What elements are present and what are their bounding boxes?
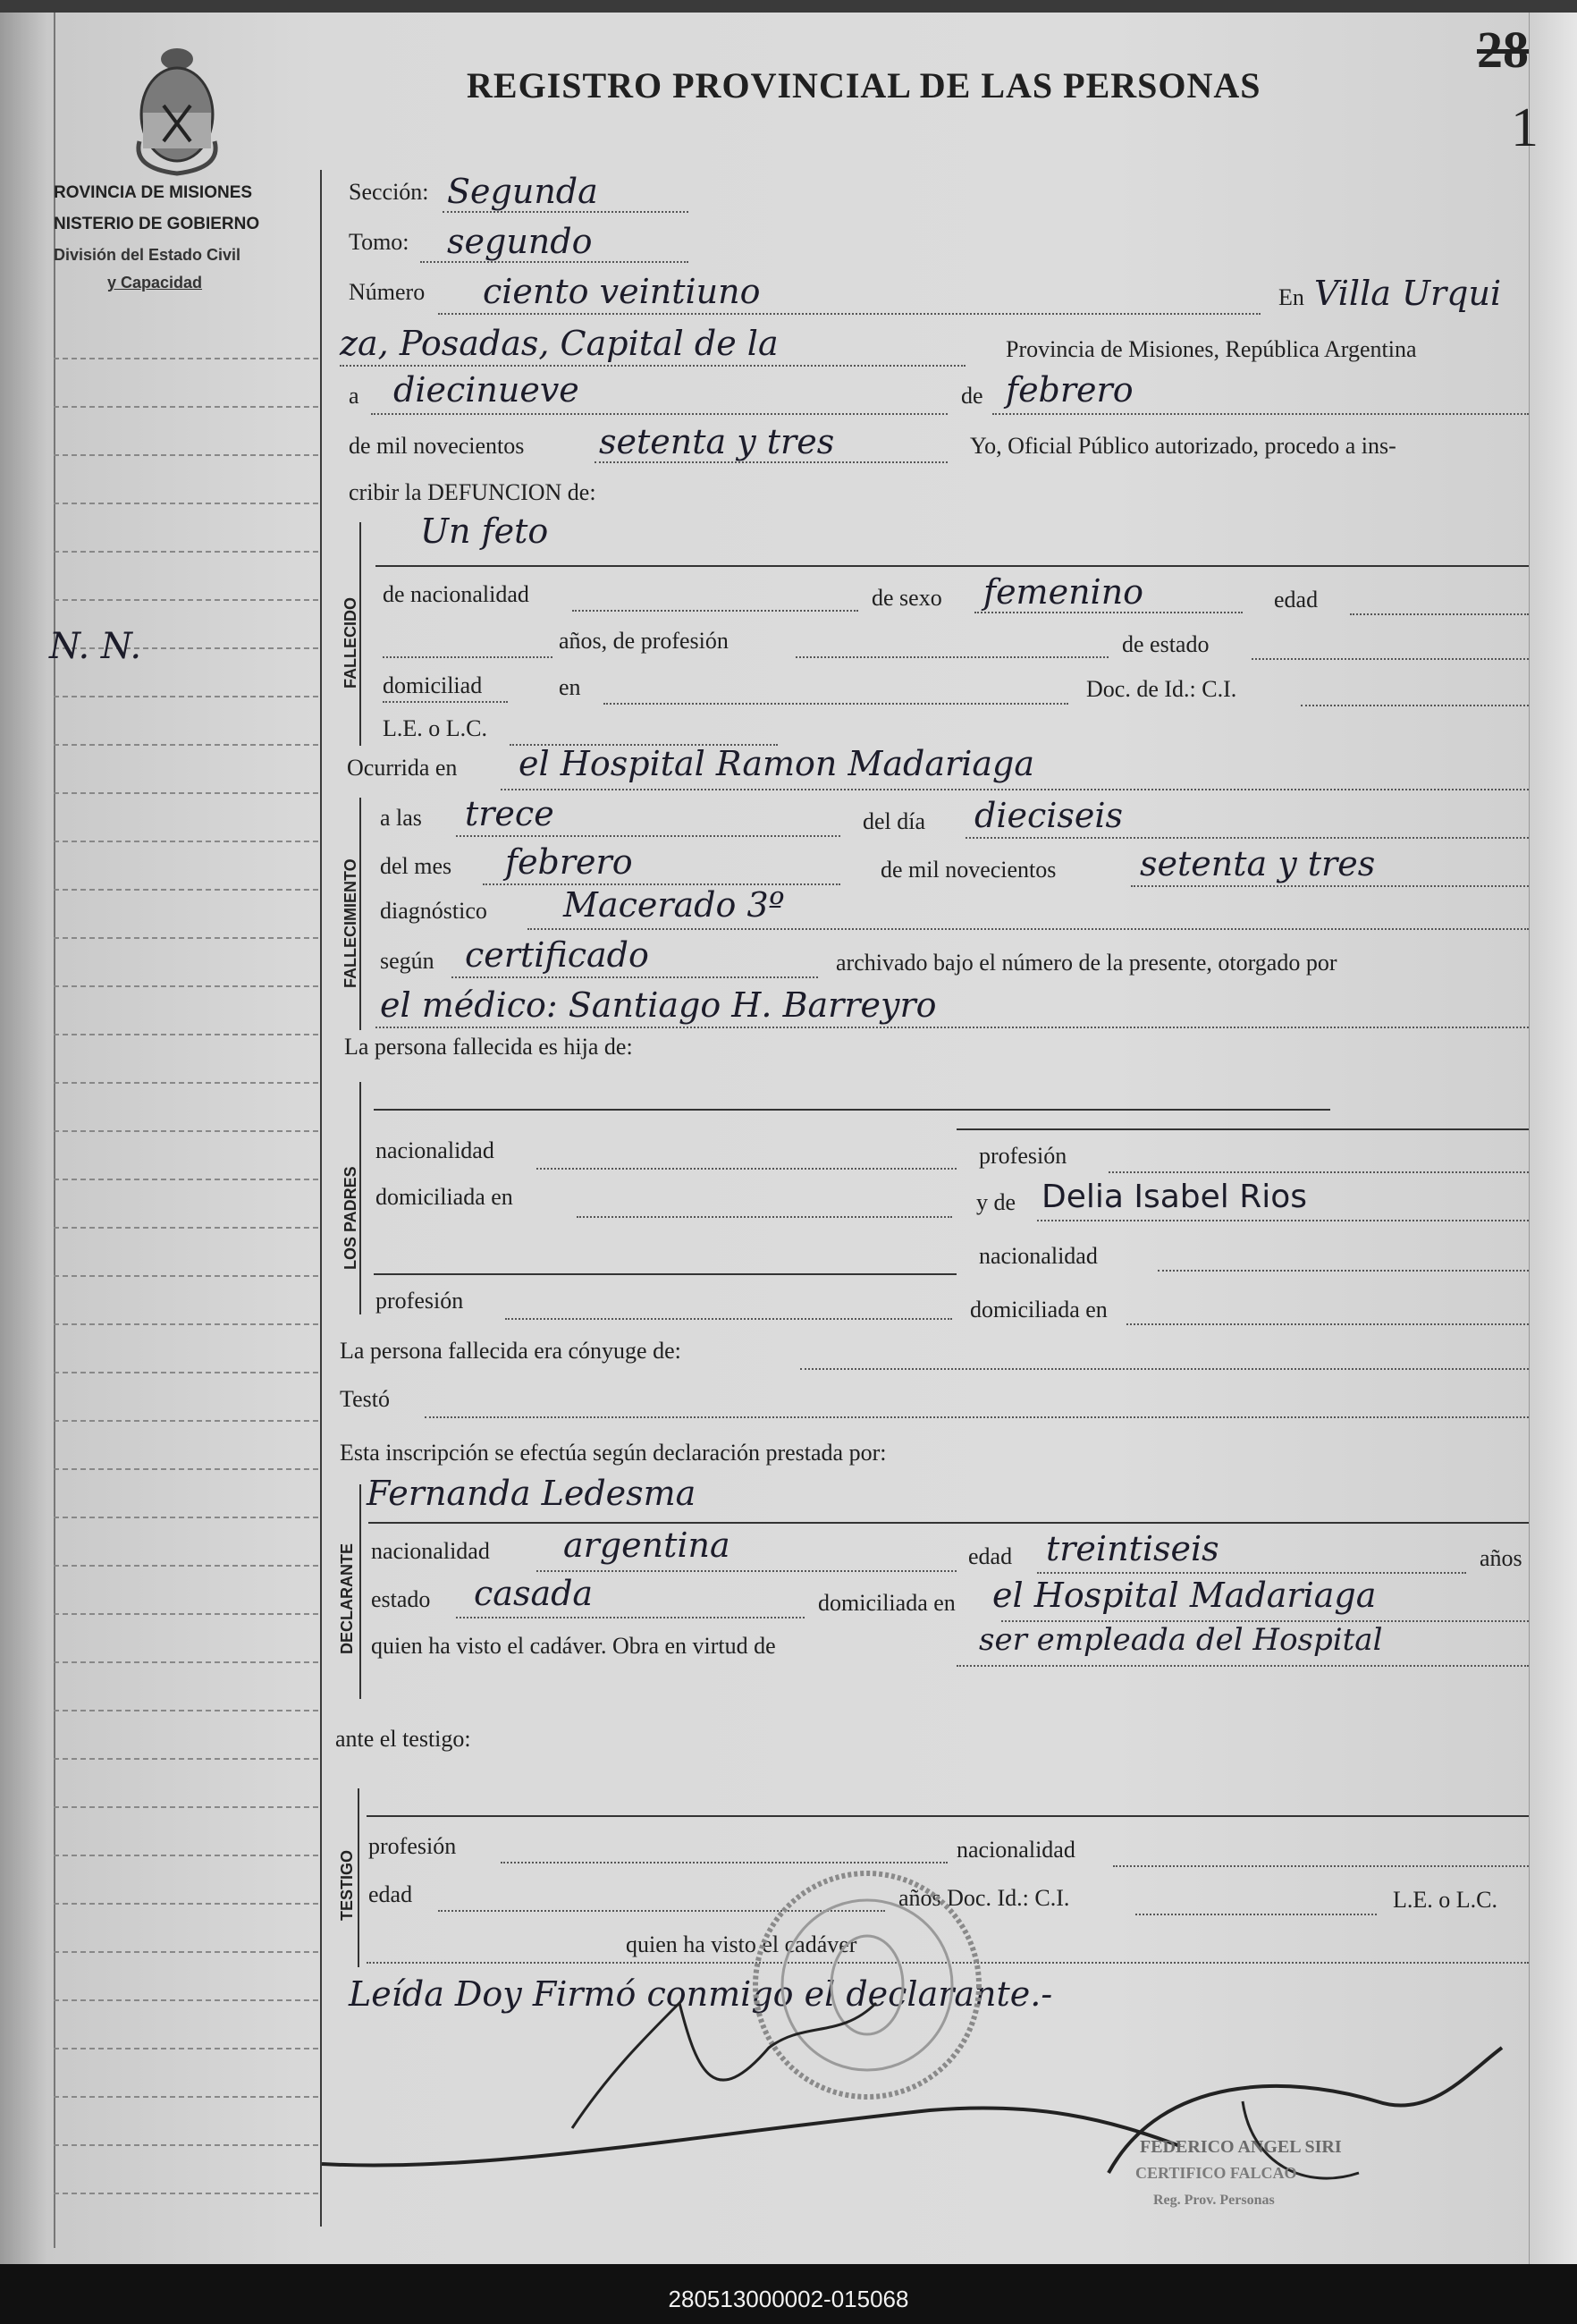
testigo-doc-label: años Doc. Id.: C.I. (898, 1885, 1070, 1911)
fallecido-en-line (603, 703, 1068, 705)
ocurrida-line (501, 789, 1529, 790)
anio-value: setenta y tres (599, 422, 835, 461)
dia-line (966, 837, 1529, 839)
margin-ruled-line (54, 1034, 318, 1035)
margin-ruled-line (54, 1227, 318, 1229)
lugar-field-line (340, 365, 966, 367)
declarante-nacionalidad-label: nacionalidad (371, 1538, 490, 1564)
madre-profesion-line (505, 1318, 952, 1320)
padre-profesion-label: profesión (979, 1143, 1067, 1169)
declarante-name: Fernanda Ledesma (367, 1474, 696, 1513)
provincia-text: Provincia de Misiones, República Argentina (1006, 336, 1417, 362)
margin-ruled-line (54, 1951, 318, 1953)
declarante-estado-value: casada (474, 1574, 594, 1613)
margin-ruled-line (54, 1082, 318, 1084)
conyuge-line (800, 1368, 1529, 1370)
dia-field-line (371, 413, 948, 415)
fallecido-name-line (375, 565, 1529, 567)
tomo-label: Tomo: (349, 229, 409, 255)
declarante-estado-label: estado (371, 1586, 431, 1612)
margin-ruled-line (54, 2048, 318, 2049)
fallecido-sexo-label: de sexo (872, 585, 942, 611)
fallecido-name: Un feto (420, 511, 549, 551)
margin-ruled-line (54, 406, 318, 408)
a-label: a (349, 383, 359, 409)
dia-value: diecinueve (393, 370, 579, 410)
declarante-edad-label: edad (968, 1543, 1013, 1569)
testigo-le-label: L.E. o L.C. (1393, 1887, 1497, 1913)
margin-ruled-line (54, 1710, 318, 1711)
testigo-nacionalidad-line (1113, 1865, 1529, 1867)
margin-ruled-line (54, 503, 318, 504)
padre-name-line (374, 1109, 1330, 1111)
margin-ruled-line (54, 696, 318, 697)
fallecido-anios-label: años, de profesión (559, 628, 729, 654)
testigo-name-line (367, 1815, 1529, 1817)
declarante-virtud-line (957, 1665, 1529, 1667)
declarante-domiciliada-label: domiciliada en (818, 1590, 956, 1616)
madre-nacionalidad-line (1158, 1270, 1529, 1272)
tomo-field-line (420, 261, 688, 263)
margin-ruled-line (54, 1420, 318, 1422)
padre-nacionalidad-label: nacionalidad (375, 1137, 494, 1163)
inscripcion-text: Esta inscripción se efectúa según declaración prestada por: (340, 1440, 887, 1466)
testigo-profesion-label: profesión (368, 1833, 457, 1859)
declarante-bracket (359, 1484, 361, 1699)
declarante-name-line (368, 1522, 1529, 1524)
seccion-label: Sección: (349, 179, 429, 205)
scan-id-caption: 280513000002-015068 (668, 2286, 909, 2312)
mes-label: del mes (380, 853, 452, 879)
signature-marks (304, 1967, 1529, 2235)
anio-line (1131, 885, 1529, 887)
margin-ruled-line (54, 985, 318, 987)
padres-section-label: LOS PADRES (342, 1166, 359, 1270)
fallecido-en-label: en (559, 674, 581, 700)
dia-label: del día (863, 808, 926, 834)
madre-profesion-label: profesión (375, 1288, 464, 1314)
margin-ruled-line (54, 1179, 318, 1180)
testo-label: Testó (340, 1386, 390, 1412)
numero-label: Número (349, 279, 426, 305)
margin-ruled-line (54, 1806, 318, 1808)
declarante-anios-label: años (1480, 1545, 1522, 1571)
padre-nacionalidad-line (536, 1168, 957, 1170)
margin-ruled-line (54, 937, 318, 939)
ocurrida-label: Ocurrida en (347, 755, 458, 781)
en-value: Villa Urqui (1314, 274, 1502, 313)
fallecido-sexo-value: femenino (983, 572, 1144, 612)
madre-name: Delia Isabel Rios (1041, 1179, 1308, 1215)
declarante-edad-value: treintiseis (1046, 1529, 1219, 1568)
numero-value: ciento veintiuno (483, 272, 761, 311)
numero-field-line (438, 313, 1261, 315)
fallecido-estado-label: de estado (1122, 631, 1210, 657)
fallecido-domicilio-label: domiciliad (383, 672, 483, 698)
padres-mid-line (374, 1273, 957, 1275)
testigo-doc-line (1135, 1914, 1377, 1915)
declarante-domicilio-value: el Hospital Madariaga (992, 1576, 1377, 1615)
fallecido-doc-line (1301, 705, 1529, 706)
margin-ruled-line (54, 1565, 318, 1567)
page-right-edge (1529, 13, 1577, 2264)
margin-ruled-line (54, 1613, 318, 1615)
margin-ruled-line (54, 358, 318, 359)
segun-value: certificado (465, 935, 649, 975)
hora-value: trece (465, 794, 554, 833)
anio-field-line (595, 461, 948, 463)
page-number: 1 (1511, 97, 1539, 158)
margin-ruled-line (54, 2144, 318, 2146)
diagnostico-value: Macerado 3º (563, 885, 785, 925)
madre-domiciliada-label: domiciliada en (970, 1297, 1108, 1323)
margin-ruled-line (54, 1855, 318, 1856)
en-label: En (1278, 284, 1304, 310)
testigo-edad-label: edad (368, 1881, 413, 1907)
mes-value: febrero (1006, 370, 1134, 410)
declarante-nacionalidad-value: argentina (563, 1525, 730, 1565)
margin-ruled-line (54, 1758, 318, 1760)
declarante-section-label: DECLARANTE (338, 1543, 356, 1654)
margin-ruled-line (54, 1130, 318, 1132)
fallecido-edad-line (1350, 613, 1529, 615)
hora-line (456, 835, 840, 837)
oficial-text: Yo, Oficial Público autorizado, procedo a ins- (970, 433, 1396, 459)
fallecido-edad-label: edad (1274, 587, 1319, 613)
fallecido-nacionalidad-line (572, 610, 858, 612)
margin-ruled-line (54, 1903, 318, 1905)
issuer-line-2: NISTERIO DE GOBIERNO (54, 215, 260, 233)
anio-value: setenta y tres (1140, 844, 1376, 883)
fallecido-nacionalidad-label: de nacionalidad (383, 581, 529, 607)
margin-ruled-line (54, 1372, 318, 1373)
medico-value: el médico: Santiago H. Barreyro (380, 985, 937, 1025)
fallecido-sexo-line (974, 612, 1243, 613)
diagnostico-line (527, 928, 1529, 930)
division-line-1: División del Estado Civil (54, 246, 241, 264)
madre-domiciliada-line (1126, 1323, 1529, 1325)
margin-note: N. N. (49, 626, 142, 667)
lugar-value: za, Posadas, Capital de la (340, 324, 779, 363)
testigo-nacionalidad-label: nacionalidad (957, 1837, 1075, 1863)
fallecimiento-section-label: FALLECIMIENTO (342, 858, 359, 988)
stamp-line-3: Reg. Prov. Personas (1153, 2193, 1275, 2208)
testigo-ante-text: ante el testigo: (335, 1726, 471, 1752)
fallecido-domicilio-line (383, 701, 508, 703)
padre-domiciliada-line (577, 1216, 952, 1218)
madre-y-de-label: y de (976, 1189, 1016, 1215)
margin-ruled-line (54, 599, 318, 601)
closing-leida-text: Leída Doy Firmó conmigo el declarante.- (349, 1974, 1053, 2014)
segun-label: según (380, 948, 434, 974)
declarante-nacionalidad-line (536, 1570, 957, 1572)
fallecido-profesion-line (796, 656, 1109, 658)
segun-line (451, 976, 818, 978)
medico-line (375, 1027, 1529, 1028)
hija-text: La persona fallecida es hija de: (344, 1034, 633, 1060)
declarante-estado-line (456, 1617, 805, 1618)
margin-ruled-line (54, 744, 318, 746)
margin-ruled-line (54, 1517, 318, 1518)
page-title: REGISTRO PROVINCIAL DE LAS PERSONAS (467, 65, 1261, 106)
tomo-value: segundo (447, 222, 593, 261)
madre-nacionalidad-label: nacionalidad (979, 1243, 1098, 1269)
coat-of-arms-icon (123, 43, 231, 177)
fallecido-le-label: L.E. o L.C. (383, 715, 487, 741)
mes-field-line (992, 413, 1529, 415)
margin-ruled-line (54, 1275, 318, 1277)
fallecido-section-label: FALLECIDO (342, 597, 359, 689)
margin-ruled-line (54, 454, 318, 456)
fallecido-doc-label: Doc. de Id.: C.I. (1086, 676, 1237, 702)
declarante-visto-text: quien ha visto el cadáver. Obra en virtud de (371, 1633, 776, 1659)
margin-ruled-line (54, 2193, 318, 2194)
testigo-visto-text: quien ha visto el cadáver (626, 1931, 857, 1957)
stamp-line-2: CERTIFICO FALCAO (1135, 2164, 1297, 2182)
archivado-text: archivado bajo el número de la presente, otorgado por (836, 950, 1337, 976)
margin-ruled-line (54, 1661, 318, 1663)
padre-profesion-line (1109, 1171, 1529, 1173)
testigo-bracket (358, 1788, 359, 1967)
margin-rule (320, 170, 322, 2227)
fallecido-anios-line (383, 656, 552, 658)
ocurrida-value: el Hospital Ramon Madariaga (519, 744, 1034, 783)
margin-ruled-line (54, 1468, 318, 1470)
hora-label: a las (380, 805, 422, 831)
mes-value: febrero (505, 842, 633, 882)
madre-name-line (1037, 1220, 1529, 1221)
margin-ruled-line (54, 889, 318, 891)
anio-label: de mil novecientos (881, 857, 1057, 883)
margin-ruled-line (54, 1999, 318, 2001)
seccion-field-line (443, 211, 688, 213)
margin-ruled-line (54, 2096, 318, 2098)
testigo-section-label: TESTIGO (338, 1849, 356, 1921)
padres-divider (957, 1128, 1529, 1130)
diagnostico-label: diagnóstico (380, 898, 487, 924)
testo-line (425, 1416, 1529, 1418)
dia-value: dieciseis (974, 796, 1124, 835)
de-label: de (961, 383, 983, 409)
declarante-edad-line (1037, 1572, 1466, 1574)
margin-ruled-line (54, 841, 318, 842)
margin-ruled-line (54, 551, 318, 553)
conyuge-text: La persona fallecida era cónyuge de: (340, 1338, 681, 1364)
page-number-crossed: 28 (1477, 21, 1529, 79)
page-top-edge (0, 0, 1577, 13)
margin-ruled-line (54, 792, 318, 794)
seccion-value: Segunda (447, 172, 598, 211)
padre-domiciliada-label: domiciliada en (375, 1184, 513, 1210)
issuer-line-1: ROVINCIA DE MISIONES (54, 183, 253, 202)
division-line-2: y Capacidad (107, 274, 203, 292)
declarante-virtud-value: ser empleada del Hospital (979, 1622, 1383, 1658)
anio-label: de mil novecientos (349, 433, 525, 459)
margin-ruled-line (54, 1323, 318, 1325)
fallecido-estado-line (1252, 658, 1529, 660)
stamp-line-1: FEDERICO ANGEL SIRI (1140, 2137, 1342, 2157)
inscribir-text: cribir la DEFUNCION de: (349, 479, 596, 505)
